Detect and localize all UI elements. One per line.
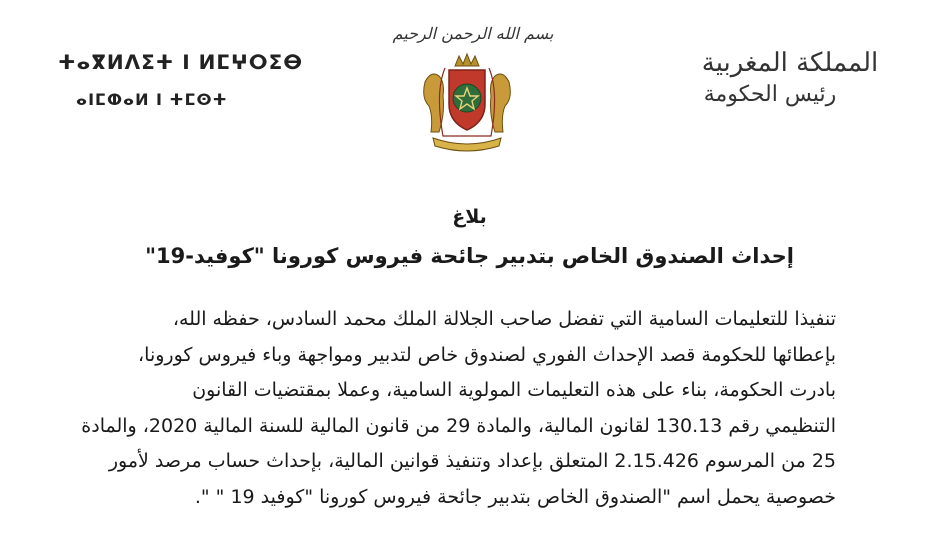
communique-subtitle: إحداث الصندوق الخاص بتدبير جائحة فيروس كورونا "كوفيد-19" <box>145 244 794 268</box>
body-line: تنفيذا للتعليمات السامية التي تفضل صاحب الجلالة الملك محمد السادس، حفظه الله، <box>172 308 836 330</box>
communique-body <box>81 302 836 515</box>
body-line: 25 من المرسوم 2.15.426 المتعلق بإعداد وتنفيذ قوانين المالية، بإحداث حساب مرصد لأمور <box>108 450 836 472</box>
communique-title: بلاغ <box>452 206 487 228</box>
kingdom-calligraphy <box>695 46 885 110</box>
tifinagh-head-of-government: ⴰⵏⵎⵀⴰⵍ ⵏ ⵜⵎⵙⵜ <box>76 90 228 109</box>
tifinagh-kingdom-name: ⵜⴰⴳⵍⴷⵉⵜ ⵏ ⵍⵎⵖⵔⵉⴱ <box>58 50 304 74</box>
head-of-government-title: رئيس الحكومة <box>703 82 837 107</box>
kingdom-title: المملكة المغربية <box>701 48 879 78</box>
body-line: بادرت الحكومة، بناء على هذه التعليمات المولوية السامية، وعملا بمقتضيات القانون <box>192 379 836 401</box>
basmala: بسم الله الرحمن الرحيم <box>392 24 554 43</box>
body-line: التنظيمي رقم 130.13 لقانون المالية، والمادة 29 من قانون المالية للسنة المالية 2020، والمادة <box>81 414 836 437</box>
body-line: بإعطائها للحكومة قصد الإحداث الفوري لصندوق خاص لتدبير ومواجهة وباء فيروس كورونا، <box>138 343 836 366</box>
royal-coat-of-arms-icon <box>415 52 519 156</box>
body-line: خصوصية يحمل اسم "الصندوق الخاص بتدبير جائحة فيروس كورونا "كوفيد 19 " ". <box>194 485 836 508</box>
